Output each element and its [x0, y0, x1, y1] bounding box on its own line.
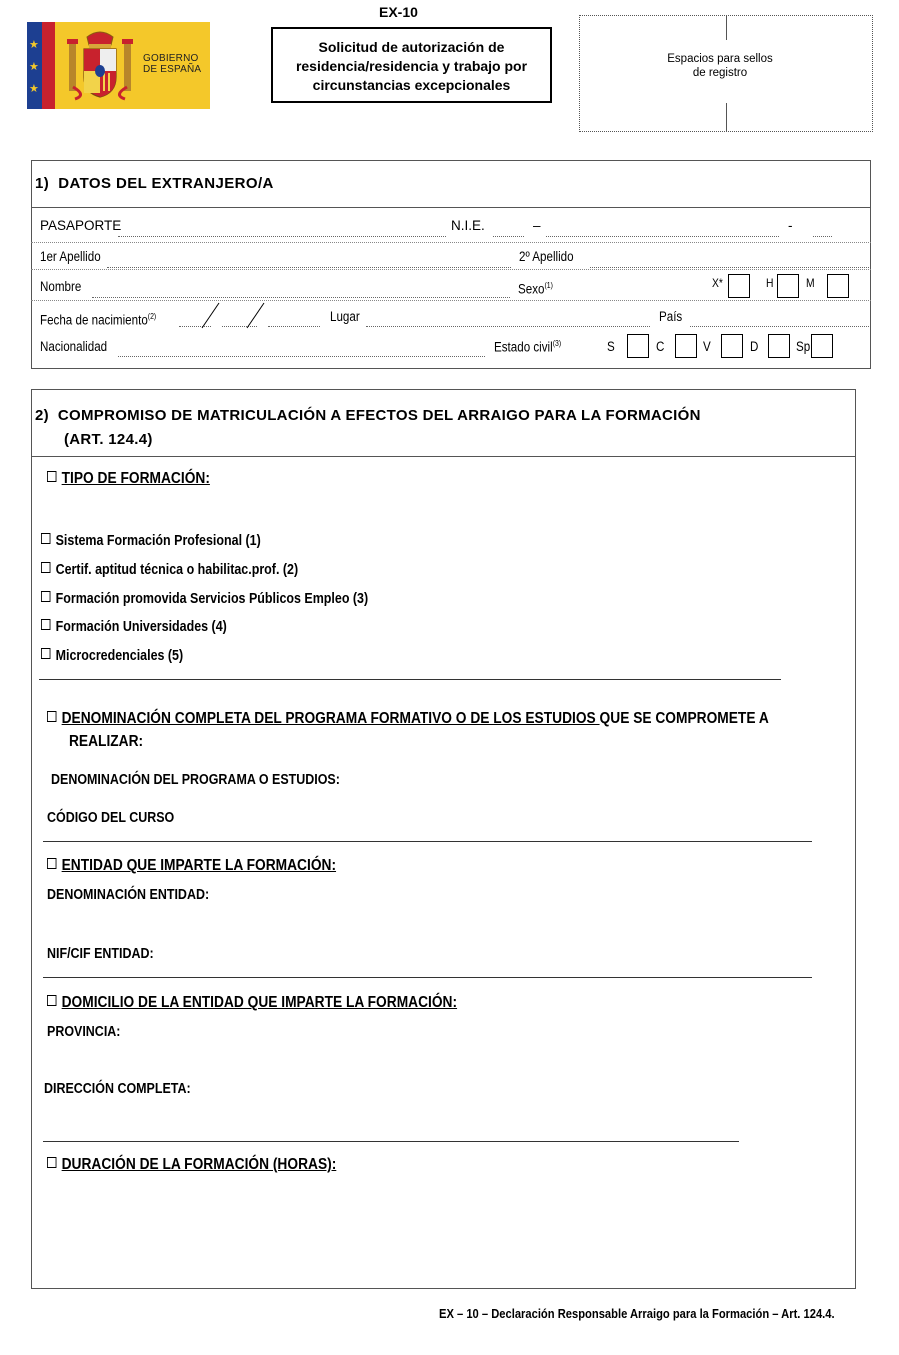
registry-stamp-box	[579, 15, 873, 132]
stamp-text: de registro	[692, 67, 748, 79]
stamp-text: Espacios para sellos	[667, 53, 773, 65]
section-1-title: 1) DATOS DEL EXTRANJERO/A	[35, 175, 274, 192]
program-name-label: DENOMINACIÓN DEL PROGRAMA O ESTUDIOS:	[51, 772, 340, 788]
birthdate-year-field[interactable]	[268, 326, 320, 327]
section-2-title-divider	[31, 456, 856, 457]
sex-m-label: M	[806, 276, 815, 290]
nie-letter-field[interactable]	[493, 236, 524, 237]
entity-heading: ENTIDAD QUE IMPARTE LA FORMACIÓN:	[47, 857, 336, 875]
civil-d-label: D	[750, 339, 759, 354]
red-strip	[42, 22, 55, 109]
training-type-heading: TIPO DE FORMACIÓN:	[47, 470, 210, 488]
date-separator-icon	[199, 302, 269, 330]
surname2-field[interactable]	[590, 267, 869, 268]
row-divider	[31, 269, 871, 270]
country-label: País	[659, 309, 683, 324]
eu-star-icon: ★	[29, 39, 39, 51]
duration-checkbox[interactable]	[47, 1157, 56, 1168]
training-option: Sistema Formación Profesional (1)	[41, 533, 261, 549]
nie-hyphen: -	[788, 218, 793, 233]
country-field[interactable]	[690, 326, 869, 327]
sex-x-label: X*	[712, 276, 723, 290]
entity-name-label: DENOMINACIÓN ENTIDAD:	[47, 887, 210, 903]
eu-star-icon: ★	[29, 61, 39, 73]
passport-label: PASAPORTE	[40, 218, 122, 233]
province-label: PROVINCIA:	[47, 1024, 121, 1040]
section-2-title: 2) COMPROMISO DE MATRICULACIÓN A EFECTOS DEL ARRAIGO PARA LA FORMACIÓN (ART. 124.4)	[35, 407, 701, 448]
surname1-field[interactable]	[107, 267, 511, 268]
civil-v-label: V	[703, 339, 711, 354]
surname1-label: 1er Apellido	[40, 249, 101, 264]
birthplace-label: Lugar	[330, 309, 360, 324]
duration-heading: DURACIÓN DE LA FORMACIÓN (HORAS):	[47, 1156, 336, 1174]
civil-s-checkbox[interactable]	[627, 334, 649, 358]
nationality-field[interactable]	[118, 356, 485, 357]
nie-dash: –	[533, 218, 541, 233]
training-type-checkbox[interactable]	[47, 471, 56, 482]
civil-c-checkbox[interactable]	[675, 334, 697, 358]
nationality-label: Nacionalidad	[40, 339, 108, 354]
form-title-line: residencia/residencia y trabajo por	[295, 58, 528, 74]
page-footer: EX – 10 – Declaración Responsable Arraigo para la Formación – Art. 124.4.	[439, 1306, 835, 1321]
separator-line	[43, 841, 812, 842]
stamp-tick-bottom	[726, 103, 727, 131]
form-title-line: circunstancias excepcionales	[312, 77, 511, 93]
section-1-title-divider	[31, 207, 871, 208]
birthplace-field[interactable]	[366, 326, 650, 327]
civil-c-label: C	[656, 339, 665, 354]
birthdate-label: Fecha de nacimiento$^{(2)}$	[40, 312, 157, 328]
training-option-checkbox[interactable]	[41, 562, 50, 573]
nie-label: N.I.E.	[451, 218, 485, 233]
training-option: Formación Universidades (4)	[41, 619, 227, 635]
entity-nif-label: NIF/CIF ENTIDAD:	[47, 946, 154, 962]
passport-field[interactable]	[118, 236, 446, 237]
program-name-heading-line2: REALIZAR:	[69, 733, 144, 750]
civil-sp-label: Sp	[796, 339, 811, 354]
nie-control-field[interactable]	[813, 236, 832, 237]
name-label: Nombre	[40, 279, 82, 294]
eu-star-icon: ★	[29, 83, 39, 95]
row-divider	[31, 300, 871, 301]
form-title-line: Solicitud de autorización de	[318, 39, 505, 55]
form-title-box	[271, 27, 552, 103]
nie-number-field[interactable]	[546, 236, 779, 237]
training-option: Certif. aptitud técnica o habilitac.prof. (2)	[41, 562, 298, 578]
training-option: Microcredenciales (5)	[41, 648, 183, 664]
sex-h-label: H	[766, 276, 774, 290]
training-option-checkbox[interactable]	[41, 591, 50, 602]
full-address-label: DIRECCIÓN COMPLETA:	[44, 1081, 191, 1097]
logo-text: GOBIERNO DE ESPAÑA	[143, 53, 202, 75]
stamp-tick-top	[726, 16, 727, 40]
separator-line	[43, 977, 812, 978]
form-code: EX-10	[379, 4, 418, 20]
civil-d-checkbox[interactable]	[768, 334, 790, 358]
surname2-label: 2º Apellido	[519, 249, 574, 264]
course-code-label: CÓDIGO DEL CURSO	[47, 810, 175, 826]
training-option-checkbox[interactable]	[41, 648, 50, 659]
sex-x-checkbox[interactable]	[728, 274, 750, 298]
government-logo	[27, 22, 210, 109]
civil-v-checkbox[interactable]	[721, 334, 743, 358]
coat-of-arms-icon	[67, 29, 133, 103]
sex-label: Sexo$^{(1)}$	[518, 281, 553, 297]
address-heading: DOMICILIO DE LA ENTIDAD QUE IMPARTE LA FORMACIÓN:	[47, 994, 457, 1012]
address-checkbox[interactable]	[47, 995, 56, 1006]
sex-m-checkbox[interactable]	[827, 274, 849, 298]
civil-s-label: S	[607, 339, 615, 354]
training-option-checkbox[interactable]	[41, 619, 50, 630]
separator-line	[43, 1141, 739, 1142]
name-field[interactable]	[92, 297, 510, 298]
training-option-checkbox[interactable]	[41, 533, 50, 544]
separator-line	[39, 679, 781, 680]
section-2-box	[31, 389, 856, 1289]
entity-checkbox[interactable]	[47, 858, 56, 869]
row-divider	[31, 242, 871, 243]
training-option: Formación promovida Servicios Públicos Empleo (3)	[41, 591, 368, 607]
program-name-heading: DENOMINACIÓN COMPLETA DEL PROGRAMA FORMATIVO O DE LOS ESTUDIOS QUE SE COMPROMETE A	[47, 710, 769, 728]
program-name-checkbox[interactable]	[47, 711, 56, 722]
civil-status-label: Estado civil$^{(3)}$	[494, 339, 562, 355]
civil-sp-checkbox[interactable]	[811, 334, 833, 358]
sex-h-checkbox[interactable]	[777, 274, 799, 298]
